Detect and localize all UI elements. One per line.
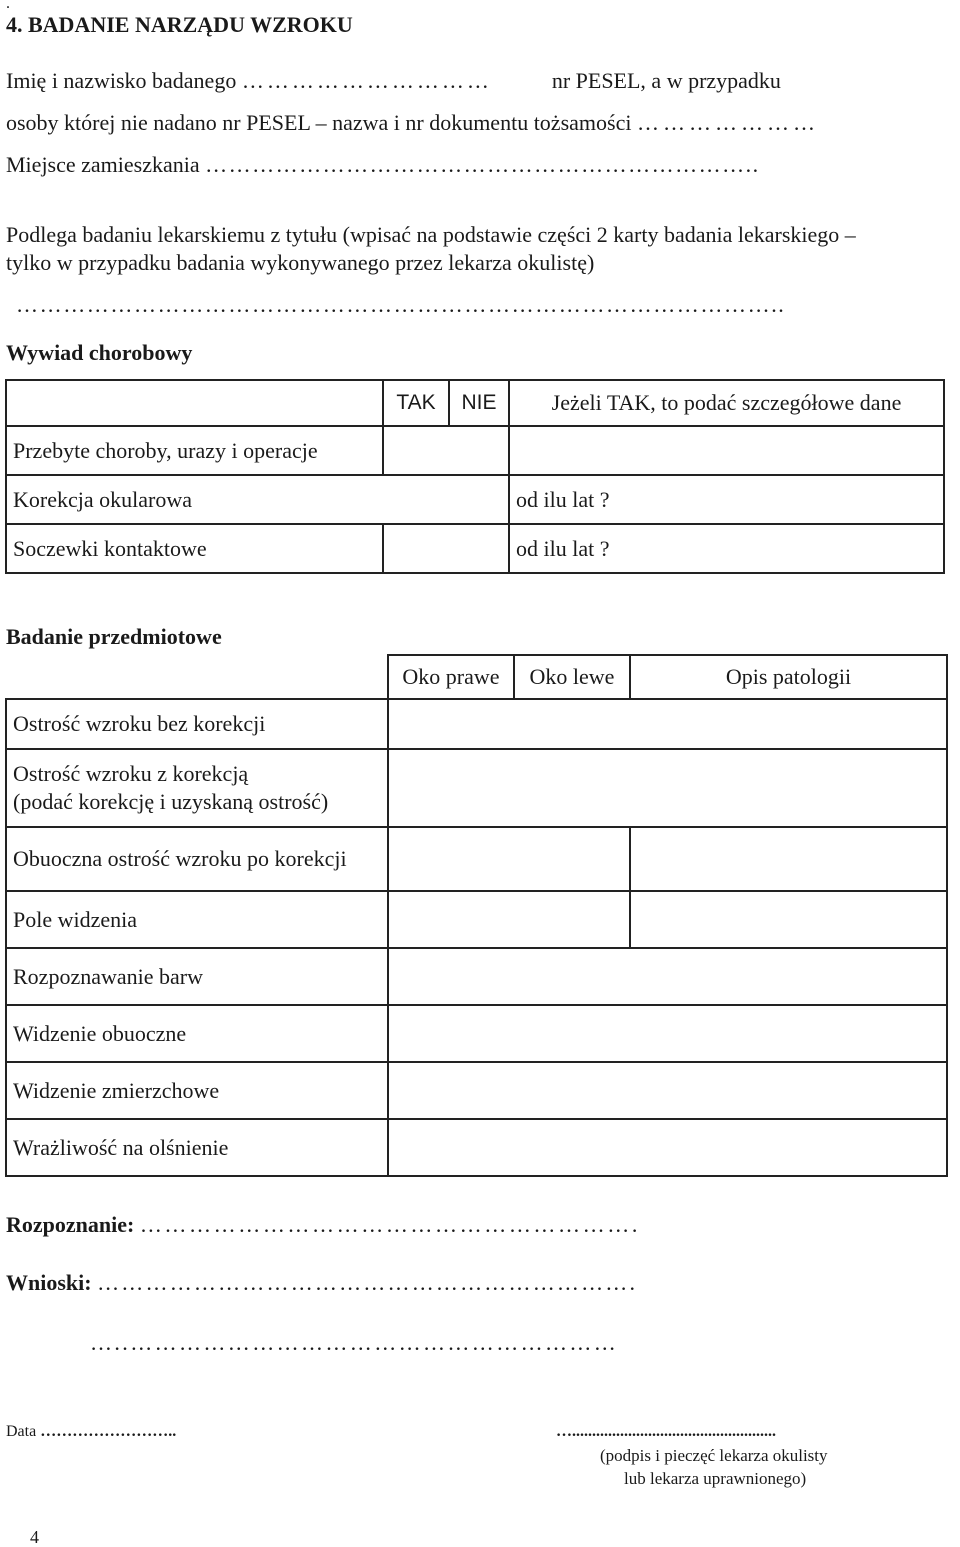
exam-row-values[interactable] bbox=[388, 1005, 947, 1062]
exam-heading: Badanie przedmiotowe bbox=[6, 624, 222, 649]
exam-row-label: Wrażliwość na olśnienie bbox=[6, 1119, 388, 1176]
diagnosis-field[interactable]: ……………………………………………………. bbox=[139, 1212, 640, 1237]
exam-header-blank bbox=[6, 655, 388, 699]
exam-row-label-line2: (podać korekcję i uzyskaną ostrość) bbox=[13, 789, 329, 814]
col-no: NIE bbox=[449, 380, 509, 426]
signature-caption-2: lub lekarza uprawnionego) bbox=[624, 1469, 807, 1488]
history-row-detail[interactable]: od ilu lat ? bbox=[509, 475, 944, 524]
date-line bbox=[6, 1422, 176, 1442]
signature-caption-1: (podpis i pieczęć lekarza okulisty bbox=[600, 1446, 828, 1465]
exam-row bbox=[6, 1005, 947, 1062]
exam-row-values[interactable] bbox=[388, 891, 630, 948]
exam-row bbox=[6, 1062, 947, 1119]
history-row-yesno[interactable] bbox=[383, 426, 509, 475]
exam-table bbox=[5, 654, 948, 1177]
exam-row bbox=[6, 1119, 947, 1176]
exam-row-values[interactable] bbox=[388, 827, 630, 891]
document-field[interactable]: ………………… bbox=[636, 110, 819, 135]
history-row-yesno[interactable] bbox=[383, 475, 509, 524]
history-header-blank bbox=[6, 380, 383, 426]
exam-row-label: Rozpoznawanie barw bbox=[6, 948, 388, 1005]
name-label: Imię i nazwisko badanego bbox=[6, 68, 237, 93]
conclusions-line bbox=[6, 1270, 637, 1296]
conclusions-field-2[interactable]: …..…………………………………………………… bbox=[90, 1330, 619, 1355]
document-label: osoby której nie nadano nr PESEL – nazwa i nr dokumentu tożsamości bbox=[6, 110, 632, 135]
page-number: 4 bbox=[30, 1527, 39, 1547]
history-row-detail[interactable]: od ilu lat ? bbox=[509, 524, 944, 573]
col-right-eye: Oko prawe bbox=[388, 655, 514, 699]
basis-line-2: tylko w przypadku badania wykonywanego przez lekarza okulistę) bbox=[6, 250, 595, 275]
conclusions-field[interactable]: …………………………………………………………. bbox=[97, 1270, 638, 1295]
col-details: Jeżeli TAK, to podać szczegółowe dane bbox=[509, 380, 944, 426]
exam-row-label: Widzenie zmierzchowe bbox=[6, 1062, 388, 1119]
exam-row bbox=[6, 699, 947, 749]
exam-row bbox=[6, 827, 947, 891]
name-field[interactable]: ………………………… bbox=[241, 68, 492, 93]
exam-row-label: Ostrość wzroku bez korekcji bbox=[6, 699, 388, 749]
date-label: Data bbox=[6, 1423, 37, 1440]
signature-field[interactable]: …................................................... bbox=[556, 1423, 776, 1440]
basis-line-1: Podlega badaniu lekarskiemu z tytułu (wpisać na podstawie części 2 karty badania lekarskiego – bbox=[6, 222, 856, 247]
exam-row bbox=[6, 891, 947, 948]
history-row-detail[interactable] bbox=[509, 426, 944, 475]
date-field[interactable]: …………………….. bbox=[40, 1423, 177, 1440]
history-header-row bbox=[6, 380, 944, 426]
exam-row-values[interactable] bbox=[388, 749, 947, 827]
exam-header-row bbox=[6, 655, 947, 699]
exam-row-label: Obuoczna ostrość wzroku po korekcji bbox=[6, 827, 388, 891]
exam-row-label bbox=[6, 749, 388, 827]
basis-field[interactable]: …………………………………………………………………………………….. bbox=[16, 292, 786, 317]
history-row bbox=[6, 524, 944, 573]
address-field[interactable]: …………………………………………………………….. bbox=[205, 152, 760, 177]
col-pathology: Opis patologii bbox=[630, 655, 947, 699]
conclusions-label: Wnioski: bbox=[6, 1270, 92, 1295]
exam-row-patho[interactable] bbox=[630, 891, 947, 948]
history-heading: Wywiad chorobowy bbox=[6, 340, 193, 365]
intro-line-address bbox=[6, 152, 760, 178]
col-left-eye: Oko lewe bbox=[514, 655, 630, 699]
intro-line-document bbox=[6, 110, 819, 136]
exam-row-label: Widzenie obuoczne bbox=[6, 1005, 388, 1062]
history-row bbox=[6, 426, 944, 475]
exam-row-patho[interactable] bbox=[630, 827, 947, 891]
history-row-label: Soczewki kontaktowe bbox=[6, 524, 383, 573]
header-dot: . bbox=[6, 0, 10, 12]
exam-row bbox=[6, 948, 947, 1005]
exam-row-values[interactable] bbox=[388, 948, 947, 1005]
exam-row-values[interactable] bbox=[388, 699, 947, 749]
exam-row-values[interactable] bbox=[388, 1062, 947, 1119]
exam-row-label-line1: Ostrość wzroku z korekcją bbox=[13, 761, 249, 786]
intro-line-name bbox=[6, 68, 781, 94]
history-row bbox=[6, 475, 944, 524]
history-row-label: Korekcja okularowa bbox=[6, 475, 383, 524]
address-label: Miejsce zamieszkania bbox=[6, 152, 200, 177]
history-table bbox=[5, 379, 945, 574]
exam-row-label: Pole widzenia bbox=[6, 891, 388, 948]
exam-row-values[interactable] bbox=[388, 1119, 947, 1176]
exam-row bbox=[6, 749, 947, 827]
history-row-label: Przebyte choroby, urazy i operacje bbox=[6, 426, 383, 475]
diagnosis-label: Rozpoznanie: bbox=[6, 1212, 135, 1237]
history-row-yesno[interactable] bbox=[383, 524, 509, 573]
pesel-label: nr PESEL, a w przypadku bbox=[551, 68, 781, 93]
col-yes: TAK bbox=[383, 380, 449, 426]
page-title: 4. BADANIE NARZĄDU WZROKU bbox=[6, 12, 353, 37]
diagnosis-line bbox=[6, 1212, 640, 1238]
